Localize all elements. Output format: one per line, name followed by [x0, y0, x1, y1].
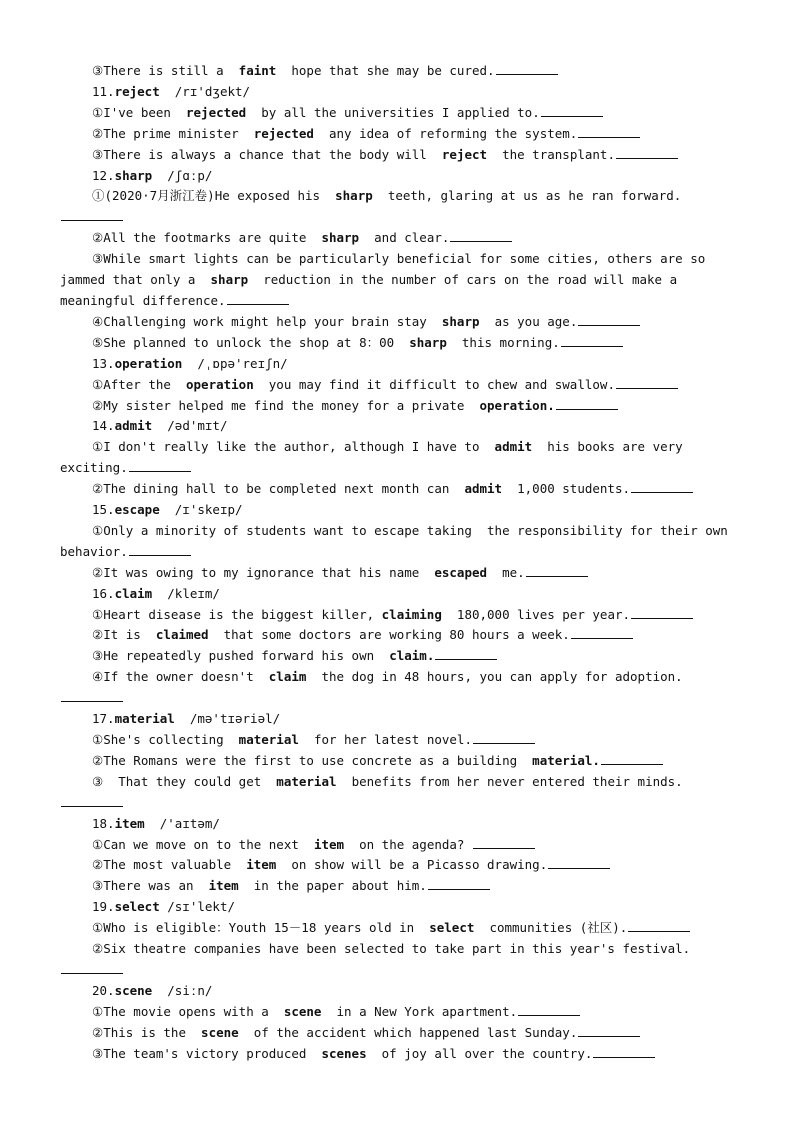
sentence-text: the transplant.	[487, 146, 615, 162]
vocab-heading	[60, 166, 736, 187]
answer-blank[interactable]	[450, 230, 512, 242]
answer-blank[interactable]	[578, 126, 640, 138]
example-sentence	[60, 625, 736, 646]
answer-blank[interactable]	[631, 481, 693, 493]
keyword: item	[313, 836, 345, 852]
example-sentence	[60, 333, 736, 354]
keyword: admit	[464, 481, 503, 497]
headword: claim	[114, 585, 153, 601]
vocab-heading	[60, 709, 736, 730]
vocab-number: 19.	[92, 899, 115, 915]
headword: material	[114, 711, 175, 727]
answer-blank[interactable]	[61, 690, 123, 702]
sentence-text: ②The most valuable	[92, 857, 247, 873]
phonetic: /ˌɒpə'reɪʃn/	[182, 355, 288, 371]
example-sentence	[60, 479, 736, 500]
headword: operation	[114, 355, 183, 371]
example-sentence	[60, 730, 736, 751]
keyword: admit	[494, 439, 533, 455]
example-sentence	[60, 835, 736, 856]
sentence-text: ③There is always a chance that the body will	[92, 146, 442, 162]
vocab-heading	[60, 416, 736, 437]
keyword: sharp	[210, 272, 249, 288]
example-sentence	[60, 186, 736, 228]
sentence-text: any idea of reforming the system.	[313, 125, 578, 141]
example-sentence	[60, 751, 736, 772]
sentence-text: hope that she may be cured.	[276, 63, 495, 78]
sentence-text: 180,000 lives per year.	[441, 606, 631, 622]
keyword: scene	[201, 1024, 239, 1040]
example-sentence	[60, 646, 736, 667]
answer-blank[interactable]	[428, 878, 490, 890]
sentence-text: ①I've been	[92, 104, 186, 120]
sentence-text: his books are very exciting.	[60, 439, 691, 476]
answer-blank[interactable]	[61, 962, 123, 974]
example-sentence	[60, 772, 736, 814]
phonetic: /əd'mɪt/	[152, 418, 228, 434]
answer-blank[interactable]	[578, 314, 640, 326]
sentence-text: you may find it difficult to chew and swallow.	[253, 376, 615, 392]
sentence-text: me.	[487, 564, 525, 580]
answer-blank[interactable]	[473, 837, 535, 849]
sentence-text: ③While smart lights can be particularly beneficial for some cities, others are so jammed that only a	[60, 251, 713, 288]
sentence-text: ①After the	[92, 376, 186, 392]
sentence-text: ④Challenging work might help your brain stay	[92, 313, 442, 329]
answer-blank[interactable]	[593, 1046, 655, 1058]
phonetic: /ɪ'skeɪp/	[159, 502, 243, 518]
answer-blank[interactable]	[628, 920, 690, 932]
sentence-text: ①(2020·7月浙江卷)He exposed his	[92, 188, 336, 204]
sentence-text: ①Heart disease is the biggest killer,	[92, 606, 382, 622]
answer-blank[interactable]	[526, 565, 588, 577]
vocab-number: 17.	[92, 711, 115, 727]
example-sentence	[60, 521, 736, 563]
sentence-text: ②It is	[92, 627, 156, 643]
keyword: reject	[441, 146, 488, 162]
vocab-number: 11.	[92, 83, 115, 99]
example-sentence	[60, 605, 736, 626]
vocab-number: 14.	[92, 418, 115, 434]
sentence-text: and clear.	[359, 230, 450, 246]
headword: reject	[114, 83, 160, 99]
answer-blank[interactable]	[571, 627, 633, 639]
sentence-text: ③ That they could get	[92, 773, 277, 789]
sentence-text: of the accident which happened last Sunday.	[238, 1024, 578, 1040]
sentence-text: ③He repeatedly pushed forward his own	[92, 648, 390, 664]
sentence-text: ①Who is eligible：Youth 15－18 years old in	[92, 920, 430, 936]
keyword: claimed	[155, 627, 209, 643]
keyword: claiming	[381, 606, 442, 622]
phonetic: /rɪ'dʒekt/	[159, 83, 251, 99]
phonetic: /kleɪm/	[152, 585, 220, 601]
vocab-heading	[60, 500, 736, 521]
sentence-text: ⑤She planned to unlock the shop at 8：00	[92, 334, 410, 350]
answer-blank[interactable]	[435, 648, 497, 660]
keyword: sharp	[441, 313, 480, 329]
example-sentence	[60, 145, 736, 166]
example-sentence	[60, 918, 736, 939]
sentence-text: benefits from her never entered their minds.	[336, 773, 683, 789]
worksheet-page	[60, 61, 736, 1065]
answer-blank[interactable]	[61, 209, 123, 221]
vocab-number: 13.	[92, 355, 115, 371]
sentence-text: ②This is the	[92, 1024, 202, 1040]
example-sentence	[60, 1023, 736, 1044]
keyword: rejected	[186, 104, 247, 120]
keyword: material	[276, 773, 337, 789]
sentence-text: ①I don't really like the author, although I have to	[92, 439, 495, 455]
sentence-text: ②My sister helped me find the money for a private	[92, 397, 480, 413]
answer-blank[interactable]	[496, 63, 558, 75]
sentence-text: ①Only a minority of students want to escape taking the responsibility for their own behavior.	[60, 522, 736, 559]
sentence-text: ③There was an	[92, 878, 209, 894]
keyword: item	[208, 878, 239, 894]
answer-blank[interactable]	[61, 795, 123, 807]
example-sentence	[60, 563, 736, 584]
example-sentence	[60, 312, 736, 333]
sentence-text: ②Six theatre companies have been selected to take part in this year's festival.	[92, 941, 691, 957]
answer-blank[interactable]	[616, 147, 678, 159]
headword: sharp	[114, 167, 153, 183]
example-sentence	[60, 667, 736, 709]
sentence-text: ②It was owing to my ignorance that his name	[92, 564, 435, 580]
sentence-text: ②The dining hall to be completed next month can	[92, 481, 465, 497]
example-sentence	[60, 876, 736, 897]
keyword: faint	[238, 63, 277, 78]
headword: admit	[114, 418, 153, 434]
phonetic: /ʃɑːp/	[152, 167, 213, 183]
headword: select	[114, 899, 160, 915]
answer-blank[interactable]	[518, 1004, 580, 1016]
example-sentence	[60, 396, 736, 417]
sentence-text: ①She's collecting	[92, 732, 239, 747]
sentence-text: ①Can we move on to the next	[92, 836, 314, 852]
keyword: item	[246, 857, 277, 873]
keyword: escaped	[434, 564, 488, 580]
example-sentence	[60, 1044, 736, 1065]
answer-blank[interactable]	[616, 377, 678, 389]
answer-blank[interactable]	[601, 753, 663, 765]
example-sentence	[60, 437, 736, 479]
sentence-text: this morning.	[446, 334, 560, 350]
vocab-heading	[60, 897, 736, 918]
sentence-text: on show will be a Picasso drawing.	[276, 857, 548, 873]
keyword: claim.	[389, 648, 435, 664]
example-sentence	[60, 375, 736, 396]
keyword: sharp	[321, 230, 360, 246]
sentence-text: ②All the footmarks are quite	[92, 230, 322, 246]
keyword: sharp	[335, 188, 373, 204]
vocab-heading	[60, 981, 736, 1002]
sentence-text: 1,000 students.	[502, 481, 631, 497]
sentence-text: ①The movie opens with a	[92, 1003, 284, 1019]
sentence-text: of joy all over the country.	[366, 1045, 593, 1061]
example-sentence	[60, 249, 736, 312]
phonetic: /siːn/	[152, 982, 213, 998]
keyword: select	[429, 920, 475, 936]
phonetic: /sɪ'lekt/	[159, 899, 235, 915]
example-sentence	[60, 61, 736, 82]
sentence-text: in a New York apartment.	[321, 1003, 518, 1019]
sentence-text: ③There is still a	[92, 63, 239, 78]
phonetic: /mə'tɪəriəl/	[174, 711, 281, 727]
answer-blank[interactable]	[631, 607, 693, 619]
example-sentence	[60, 939, 736, 981]
sentence-text: that some doctors are working 80 hours a week.	[208, 627, 570, 643]
headword: escape	[114, 502, 160, 518]
vocab-heading	[60, 82, 736, 103]
keyword: scenes	[321, 1045, 367, 1061]
phonetic: /'aɪtəm/	[144, 815, 220, 831]
keyword: material	[238, 732, 299, 747]
answer-blank[interactable]	[561, 335, 623, 347]
answer-blank[interactable]	[473, 732, 535, 744]
keyword: material.	[532, 752, 600, 768]
sentence-text: ②The Romans were the first to use concrete as a building	[92, 752, 533, 768]
answer-blank[interactable]	[548, 857, 610, 869]
headword: scene	[114, 982, 153, 998]
answer-blank[interactable]	[556, 398, 618, 410]
keyword: sharp	[409, 334, 447, 350]
vocab-number: 16.	[92, 585, 115, 601]
vocab-number: 20.	[92, 982, 115, 998]
keyword: operation	[186, 376, 254, 392]
sentence-text: in the paper about him.	[238, 878, 427, 894]
answer-blank[interactable]	[578, 1025, 640, 1037]
vocab-number: 18.	[92, 815, 115, 831]
vocab-number: 12.	[92, 167, 115, 183]
answer-blank[interactable]	[129, 460, 191, 472]
answer-blank[interactable]	[541, 105, 603, 117]
sentence-text: by all the universities I applied to.	[246, 104, 540, 120]
sentence-text: for her latest novel.	[298, 732, 472, 747]
sentence-text: the dog in 48 hours, you can apply for adoption.	[306, 669, 683, 685]
sentence-text: on the agenda?	[344, 836, 472, 852]
sentence-text: ④If the owner doesn't	[92, 669, 269, 685]
example-sentence	[60, 1002, 736, 1023]
vocab-heading	[60, 814, 736, 835]
answer-blank[interactable]	[129, 544, 191, 556]
sentence-text: teeth, glaring at us as he ran forward.	[372, 188, 682, 204]
keyword: scene	[283, 1003, 322, 1019]
sentence-text: reduction in the number of cars on the road will make a meaningful difference.	[60, 272, 685, 308]
keyword: operation.	[479, 397, 555, 413]
answer-blank[interactable]	[227, 293, 289, 305]
vocab-number: 15.	[92, 502, 115, 518]
sentence-text: ③The team's victory produced	[92, 1045, 322, 1061]
example-sentence	[60, 124, 736, 145]
sentence-text: as you age.	[479, 313, 578, 329]
keyword: rejected	[253, 125, 314, 141]
keyword: claim	[268, 669, 307, 685]
headword: item	[114, 815, 145, 831]
sentence-text: ②The prime minister	[92, 125, 254, 141]
vocab-heading	[60, 354, 736, 375]
sentence-text: communities (社区).	[474, 920, 628, 936]
example-sentence	[60, 855, 736, 876]
example-sentence	[60, 103, 736, 124]
vocab-heading	[60, 584, 736, 605]
example-sentence	[60, 228, 736, 249]
